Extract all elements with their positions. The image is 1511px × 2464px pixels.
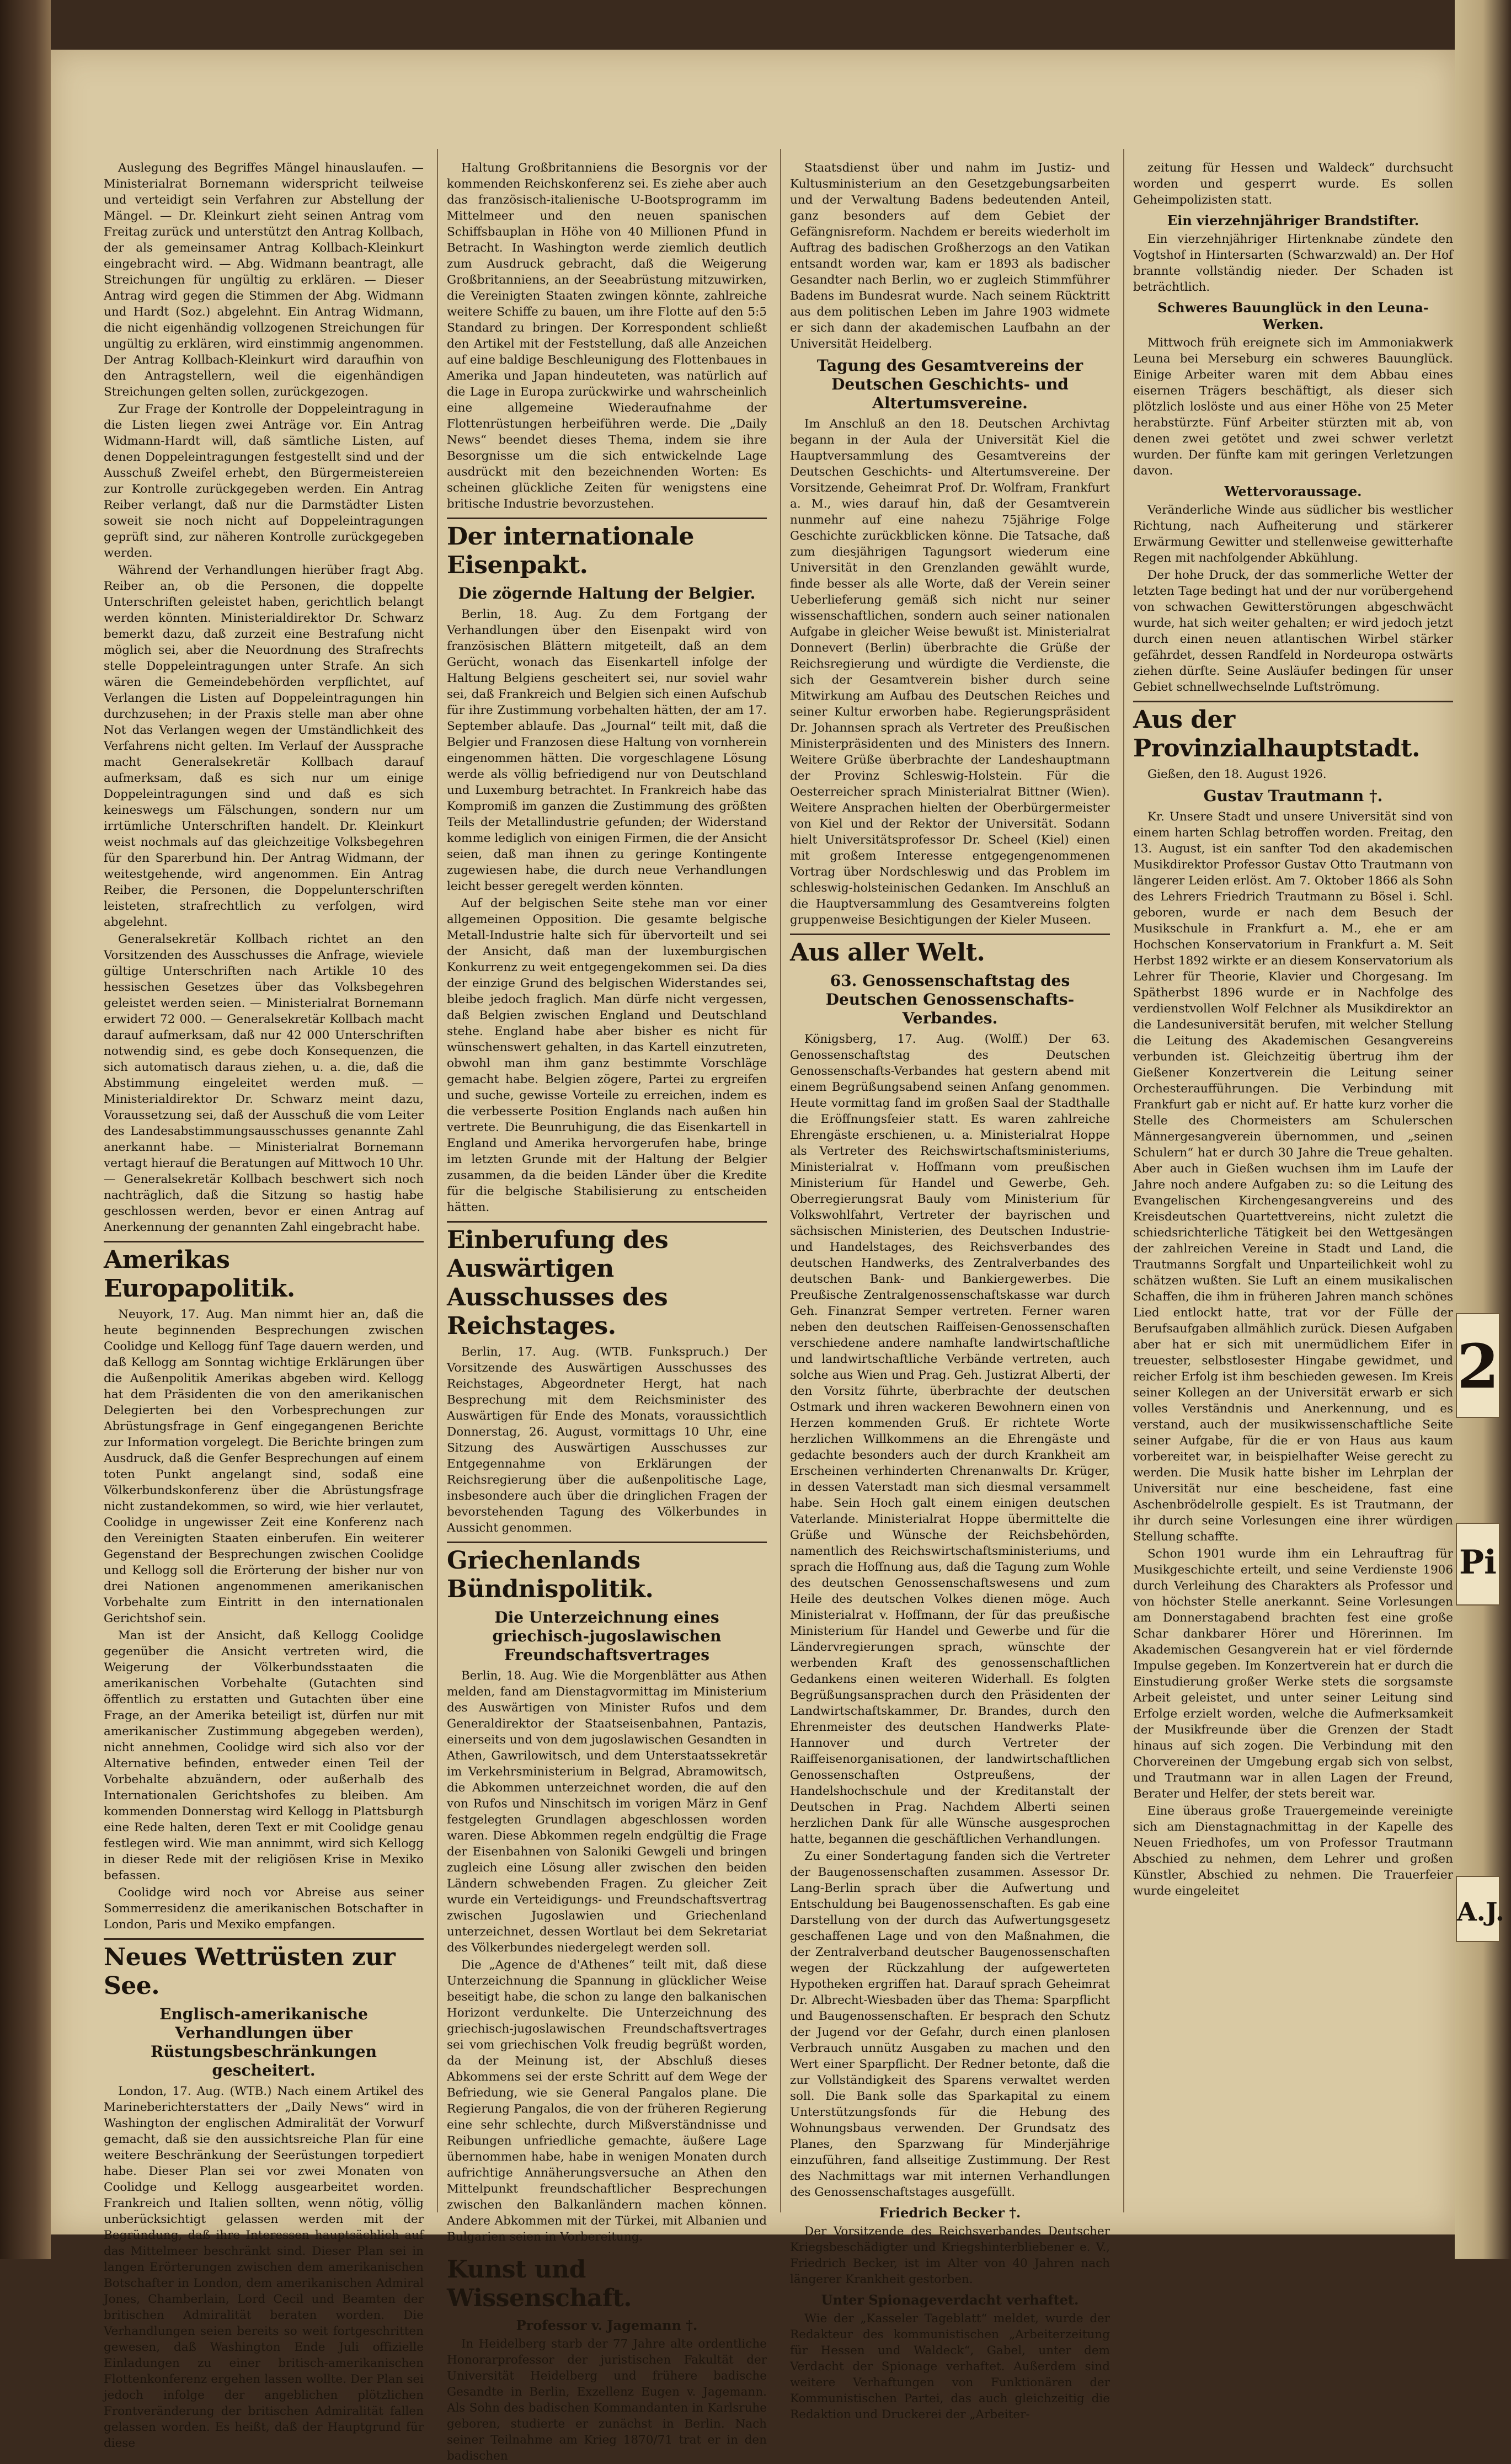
article-paragraph: Der hohe Druck, der das sommerliche Wetter der letzten Tage bedingt hat und der nur vorübergehend von schwachen Gewitterstörungen abgeschwächt wurde, hat sich weiter gehalten; er wird jedoch jetzt durch einen neuen atlantischen Wirbel stärker gefährdet, dessen Randfeld in Nordeuropa ostwärts ziehen dürfte. Seine Ausläufer bedingen für unser Gebiet schnellwechselnde Luftströmung.: [1133, 568, 1453, 694]
article-paragraph: Veränderliche Winde aus südlicher bis westlicher Richtung, nach Aufheiterung und stärkerer Erwärmung Gewitter und stellenweise gewitterhafte Regen mit nachfolgender Abkühlung.: [1133, 503, 1453, 565]
article-paragraph: Berlin, 18. Aug. Zu dem Fortgang der Verhandlungen über den Eisenpakt wird von französischen Blättern mitgeteilt, daß an dem Gerücht, wonach das Eisenkartell infolge der Haltung Belgiens gescheitert sei, nur soviel wahr sei, daß Frankreich und Belgien sich einen Aufschub für ihre Zustimmung vorbehalten hätten, der am 17. September ablaufe. Das „Journal“ teilt mit, daß die Belgier und Franzosen diese Haltung von vornherein eingenommen hätten. Die vorgeschlagene Lösung werde als völlig befriedigend nur von Deutschland und Luxemburg betrachtet. In Frankreich habe das Kompromiß im ganzen die Zustimmung des größten Teils der Metallindustrie gefunden; der Widerstand komme lediglich von einigen Firmen, die der Ansicht seien, daß man ihnen zu geringe Kontingente zugewiesen habe, die durch neue Verhandlungen leicht besser geregelt werden könnten.: [447, 607, 767, 893]
article-paragraph: Der Vorsitzende des Reichsverbandes Deutscher Kriegsbeschädigter und Kriegshinterbliebener e. V., Friedrich Becker, ist im Alter von 40 Jahren nach längerer Krankheit gestorben.: [790, 2225, 1110, 2286]
section-headline: Einberufung des Auswärtigen Ausschusses des Reichstages.: [447, 1221, 767, 1341]
article-paragraph: Zu einer Sondertagung fanden sich die Vertreter der Baugenossenschaften zusammen. Assessor Dr. Lang-Berlin sprach über die Aufwertung und Entschuldung bei Baugenossenschaften. Es gab eine Darstellung von der durch das Aufwertungsgesetz geschaffenen Lage und von den Maßnahmen, die der Zentralverband deutscher Baugenossenschaften wegen der Rückzahlung der aufgewerteten Hypotheken ergriffen hat. Darauf sprach Geheimrat Dr. Albrecht-Wiesbaden über das Thema: Sparpflicht und Baugenossenschaften. Er besprach den Schutz der Jugend vor der Gefahr, durch einen planlosen Verbrauch unnütz Ausgaben zu machen und den Wert einer Sparpflicht. Der Redner betonte, daß die zur Vollständigkeit des Sparens verwaltet werden soll. Die Bank solle das Sparkapital zu einem Unterstützungsfonds für die Hebung des Wohnungsbaus verwenden. Der Grundsatz des Planes, den Sparzwang für Minderjährige einzuführen, fand allseitige Zustimmung. Der Rest des Nachmittags war mit internen Verhandlungen des Genossenschaftstages ausgefüllt.: [790, 1849, 1110, 2199]
fragment-glyph: Pi: [1459, 1543, 1497, 1582]
article-paragraph: Kr. Unsere Stadt und unsere Universität sind von einem harten Schlag betroffen worden. Freitag, den 13. August, ist ein sanfter Tod den akademischen Musikdirektor Professor Gustav Otto Trautmann von längerer Leiden erlöst. Am 7. Oktober 1866 als Sohn des Lehrers Friedrich Trautmann zu Bösel i. Schl. geboren, wurde er nach dem Besuch der Musikschule in Frankfurt a. M., ehe er am Hochschen Konservatorium in Frankfurt a. M. Seit Herbst 1892 wirkte er an diesem Konservatorium als Lehrer für Theorie, Klavier und Chorgesang. Im Spätherbst 1896 wurde er in Nachfolge des verdienstvollen Wolf Felchner als Musikdirektor an die Landesuniversität berufen, mit welcher Stellung die Leitung des Akademischen Gesangvereins verbunden ist. Gleichzeitig übertrug ihm der Gießener Konzertverein die Leitung seiner Orchesteraufführungen. Die Verbindung mit Frankfurt gab er nicht auf. Er hatte kurz vorher die Stelle des Chormeisters am Schulerschen Männergesangverein übernommen, und „seinen Schulern“ hat er durch 30 Jahre die Treue gehalten. Aber auch in Gießen wuchsen ihm im Laufe der Jahre noch andere Aufgaben zu: so die Leitung des Evangelischen Kirchengesangvereins und des Kreisdeutschen Quartettvereins, nicht zuletzt die schiedsrichterliche Tätigkeit bei den Wettgesängen der zahlreichen Vereine in Stadt und Land, die Trautmanns Sorgfalt und Unparteilichkeit wohl zu schätzen wußten. Sie Luft an einem musikalischen Schaffen, die ihm in früheren Jahren manch schönes Lied entlockt hatte, trat vor der Fülle der Berufsaufgaben allmählich zurück. Diesen Aufgaben aber hat er sich mit unermüdlichem Eifer in treuester, selbstlosester Hingabe gewidmet, und reicher Erfolg ist ihm beschieden gewesen. Im Kreis seiner Kollegen an der Universität erwarb er sich volles Verständnis und Anerkennung, und es verstand, auch der musikwissenschaftliche Seite seiner Aufgabe, für die er von Haus aus kaum vorbereitet war, in beispielhafter Weise gerecht zu werden. Die Musik hatte bisher im Lehrplan der Universität nur eine bescheidene, fast eine Aschenbrödelrolle gespielt. Es ist Trautmann, der ihr durch seine Vorlesungen eine ihrer würdigen Stellung schaffte.: [1133, 810, 1453, 1544]
article-paragraph: Auslegung des Begriffes Mängel hinauslaufen. — Ministerialrat Bornemann widerspricht teilweise und verteidigt sein Verfahren zur Abstellung der Mängel. — Dr. Kleinkurt zieht seinen Antrag vom Freitag zurück und unterstützt den Antrag Kollbach, der als gemeinsamer Antrag Kollbach-Kleinkurt eingebracht wird. — Abg. Widmann beantragt, alle Streichungen für ungültig zu erklären. — Dieser Antrag wird gegen die Stimmen der Abg. Widmann und Hardt (Soz.) abgelehnt. Ein Antrag Widmann, die nicht eigenhändig vollzogenen Streichungen für ungültig zu erklären, wird einstimmig angenommen. Der Antrag Kollbach-Kleinkurt wird daraufhin von den Antragstellern, weil die eigenhändigen Streichungen gelten sollen, zurückgezogen.: [104, 161, 424, 399]
item-heading: Wettervoraussage.: [1224, 483, 1362, 499]
article-paragraph: Berlin, 17. Aug. (WTB. Funkspruch.) Der Vorsitzende des Auswärtigen Ausschusses des Reichstages, Abgeordneter Hergt, hat nach Besprechung mit dem Reichsminister des Auswärtigen für Ende des Monats, voraussichtlich Donnerstag, 26. August, vormittags 10 Uhr, eine Sitzung des Auswärtigen Ausschusses zur Entgegennahme von Erklärungen der Reichsregierung über die außenpolitische Lage, insbesondere auch über die dringlichen Fragen der bevorstehenden Tagung des Völkerbundes in Aussicht genommen.: [447, 1345, 767, 1535]
article-paragraph: Neuyork, 17. Aug. Man nimmt hier an, daß die heute beginnenden Besprechungen zwischen Coolidge und Kellogg fünf Tage dauern werden, und daß Kellogg am Sonntag wichtige Erklärungen über die Außenpolitik Amerikas abgeben wird. Kellogg hat dem Präsidenten die von den amerikanischen Delegierten bei den Vorbesprechungen zur Abrüstungsfrage in Genf eingegangenen Berichte zur Information vorgelegt. Die Berichte bringen zum Ausdruck, daß die Genfer Besprechungen auf einem toten Punkt angelangt sind, sodaß eine Völkerbundskonferenz über die Abrüstungsfrage nicht zustandekommen, so wird, wie hier verlautet, Coolidge in ungewisser Zeit eine Konferenz nach den Vereinigten Staaten einberufen. Ein weiterer Gegenstand der Besprechungen zwischen Coolidge und Kellogg soll die Erörterung der bisher nur von drei Nationen angenommenen amerikanischen Vorbehalte zum Eintritt in den internationalen Gerichtshof sein.: [104, 1308, 424, 1625]
section-headline: Der internationale Eisenpakt.: [447, 518, 767, 580]
article-paragraph: Staatsdienst über und nahm im Justiz- und Kultusministerium an den Gesetzgebungsarbeiten und der Verwaltung Badens bedeutenden Anteil, ganz besonders auf dem Gebiet der Gefängnisreform. Nachdem er bereits wiederholt im Auftrag des badischen Großherzogs an den Vatikan entsandt worden war, kam er 1893 als badischer Gesandter nach Berlin, wo er zugleich Stimmführer Badens im Bundesrat wurde. Nach seinem Rücktritt aus dem politischen Leben im Jahre 1903 widmete er sich dann der akademischen Laufbahn an der Universität Heidelberg.: [790, 161, 1110, 351]
article-paragraph: Man ist der Ansicht, daß Kellogg Coolidge gegenüber die Ansicht vertreten wird, die Weigerung der Völkerbundsstaaten die amerikanischen Vorbehalte (Gutachten sind öffentlich zu erstatten und Gutachten über eine Frage, an der Amerika beteiligt ist, dürfen nur mit amerikanischer Zustimmung abgegeben werden), nicht annehmen, Coolidge wird sich also vor der Alternative befinden, entweder einen Teil der Vorbehalte abzuändern, oder außerhalb des Internationalen Gerichtshofes zu bleiben. Am kommenden Donnerstag wird Kellogg in Plattsburgh eine Rede halten, deren Text er mit Coolidge genau festlegen wird. Wie man annimmt, wird sich Kellogg in dieser Rede mit der religiösen Krise in Mexiko befassen.: [104, 1629, 424, 1882]
item-heading: Schweres Bauunglück in den Leuna-Werken.: [1157, 300, 1429, 332]
section-subheadline: Gustav Trautmann †.: [1203, 787, 1383, 805]
section-headline: Neues Wettrüsten zur See.: [104, 1938, 424, 2001]
article-paragraph: Ein vierzehnjähriger Hirtenknabe zündete den Vogtshof in Hintersarten (Schwarzwald) an. Der Hof brannte vollständig nieder. Der Schaden ist beträchtlich.: [1133, 232, 1453, 294]
article-paragraph: Haltung Großbritanniens die Besorgnis vor der kommenden Reichskonferenz sei. Es ziehe aber auch das französisch-italienische U-Bootsprogramm im Mittelmeer und den neuen spanischen Schiffsbauplan in Höhe von 40 Millionen Pfund in Betracht. In Washington werde ziemlich deutlich zum Ausdruck gebracht, daß die Weigerung Großbritanniens, an der Seeabrüstung mitzuwirken, die Vereinigten Staaten zwingen könnte, zahlreiche weitere Schiffe zu bauen, um ihre Flotte auf den 5:5 Standard zu bringen. Der Korrespondent schließt den Artikel mit der Feststellung, daß alle Anzeichen auf eine baldige Beschleunigung des Flottenbaues in Amerika und Japan hindeuteten, was natürlich auf die Lage in Europa zurückwirke und wahrscheinlich eine allgemeine Wiederaufnahme der Flottenrüstungen herbeiführen werde. Die „Daily News“ beendet dieses Thema, indem sie ihre Besorgnisse um die sich entwickelnde Lage ausdrückt mit den bezeichnenden Worten: Es scheinen glückliche Zeiten für wenigstens eine britische Industrie bevorzustehen.: [447, 161, 767, 511]
section-headline: Aus der Provinzialhauptstadt.: [1133, 701, 1453, 763]
section-subheadline: 63. Genossenschaftstag des Deutschen Genossenschafts-Verbandes.: [825, 972, 1075, 1027]
section-headline: Kunst und Wissenschaft.: [447, 2250, 767, 2313]
article-paragraph: Generalsekretär Kollbach richtet an den Vorsitzenden des Ausschusses die Anfrage, wieviele gültige Unterschriften nach Artikle 10 des hessischen Gesetzes über das Volksbegehren geleistet werden seien. — Ministerialrat Bornemann erwidert 72 000. — Generalsekretär Kollbach macht darauf aufmerksam, daß nur 42 000 Unterschriften notwendig sind, es gebe doch Konsequenzen, die sich automatisch daraus ziehen, u. a. die, daß die Abstimmung eingeleitet werden muß. — Ministerialdirektor Dr. Schwarz meint dazu, Voraussetzung sei, daß der Ausschuß die vom Leiter des Landesabstimmungsausschusses genannte Zahl anerkannt habe. — Ministerialrat Bornemann vertagt hierauf die Beratungen auf Mittwoch 10 Uhr. — Generalsekretär Kollbach beschwert sich noch nachträglich, daß die Sitzung so hastig habe geschlossen werden, bevor er einen Antrag auf Anerkennung der genannten Zahl eingebracht habe.: [104, 932, 424, 1234]
article-paragraph: In Heidelberg starb der 77 Jahre alte ordentliche Honorarprofessor der juristischen Fakultät der Universität Heidelberg und frühere badische Gesandte in Berlin, Exzellenz Eugen v. Jagemann. Als Sohn des badischen Kommandanten in Karlsruhe geboren, studierte er zunächst in Berlin. Nach seiner Teilnahme am Krieg 1870/71 trat er in den badischen: [447, 2337, 767, 2463]
item-heading: Friedrich Becker †.: [879, 2205, 1021, 2221]
item-heading: Professor v. Jagemann †.: [516, 2317, 698, 2333]
article-paragraph: Im Anschluß an den 18. Deutschen Archivtag begann in der Aula der Universität Kiel die Hauptversammlung des Gesamtvereins der Deutschen Geschichts- und Altertumsvereine. Der Vorsitzende, Geheimrat Prof. Dr. Wolfram, Frankfurt a. M., wies darauf hin, daß der Gesamtverein nunmehr auf eine nahezu 75jährige Folge Geschichte zurückblicken könne. Die Tatsache, daß zum diesjährigen Tagungsort wiederum eine Universität in den Grenzlanden gewählt wurde, finde besser als alle Worte, daß der Verein seiner Ueberlieferung gemäß sich nicht nur seiner wissenschaftlichen, sondern auch seiner nationalen Aufgabe in gleicher Weise bewußt ist. Ministerialrat Donnevert (Berlin) überbrachte die Grüße der Reichsregierung und würdigte die Verdienste, die sich der Gesamtverein bisher durch seine Mitwirkung am Aufbau des Deutschen Reiches und seiner Kultur erworben habe. Regierungspräsident Dr. Johannsen sprach als Vertreter des Preußischen Ministerpräsidenten und des Ministers des Innern. Weitere Grüße überbrachte der Landeshauptmann der Provinz Schleswig-Holstein. Für die Oesterreicher sprach Ministerialrat Bittner (Wien). Weitere Ansprachen hielten der Oberbürgermeister von Kiel und der Rektor der Universität. Sodann hielt Universitätsprofessor Dr. Scheel (Kiel) einen mit großem Interesse entgegengenommenen Vortrag über Nordschleswig und das Problem im schleswig-holsteinischen Gedanken. Im Anschluß an die Hauptversammlung des Gesamtvereins folgten gruppenweise Besichtigungen der Kieler Museen.: [790, 417, 1110, 927]
adjacent-page-fragment: [1456, 1313, 1500, 1418]
section-headline: Aus aller Welt.: [790, 934, 1110, 967]
article-paragraph: Auf der belgischen Seite stehe man vor einer allgemeinen Opposition. Die gesamte belgische Metall-Industrie halte sich für übervorteilt und sei der Ansicht, daß man der luxemburgischen Konkurrenz zu weit entgegengekommen sei. Da dies der einzige Grund des belgischen Widerstandes sei, bleibe jedoch fraglich. Man dürfe nicht vergessen, daß Belgien zwischen England und Deutschland stehe. England habe aber bisher es nicht für wünschenswert gehalten, in das Kartell einzutreten, obwohl man ihm ganz bestimmte Vorschläge gemacht habe. Belgien zögere, Partei zu ergreifen und suche, gewisse Vorteile zu erreichen, indem es die verbesserte Position Englands nach außen hin vertrete. Die Beunruhigung, die das Eisenkartell in England und Amerika hervorgerufen habe, bringe im letzten Grunde mit der Haltung der Belgier zusammen, da die beiden Länder über die Kredite für die belgische Stabilisierung zu entscheiden hätten.: [447, 897, 767, 1214]
article-paragraph: Gießen, den 18. August 1926.: [1147, 767, 1327, 781]
newspaper-page: [51, 50, 1455, 2463]
article-paragraph: Coolidge wird noch vor Abreise aus seiner Sommerresidenz die amerikanischen Botschafter in London, Paris und Mexiko empfangen.: [104, 1886, 424, 1932]
book-spine: [0, 0, 51, 2259]
section-subheadline: Die zögernde Haltung der Belgier.: [458, 584, 756, 602]
article-paragraph: Mittwoch früh ereignete sich im Ammoniakwerk Leuna bei Merseburg ein schweres Bauunglück. Einige Arbeiter waren mit dem Abbau eines eisernen Trägers beschäftigt, als dieser sich plötzlich loslöste und aus einer Höhe von 25 Meter herabstürzte. Fünf Arbeiter stürzten mit ab, von denen zwei getötet und zwei schwer verletzt wurden. Der fünfte kam mit geringen Verletzungen davon.: [1133, 336, 1453, 478]
fragment-glyph: 2: [1457, 1331, 1499, 1402]
article-paragraph: Eine überaus große Trauergemeinde vereinigte sich am Dienstagnachmittag in der Kapelle des Neuen Friedhofes, um von Professor Trautmann Abschied zu nehmen, dem Lehrer und großen Künstler, Abschied zu nehmen. Die Trauerfeier wurde eingeleitet: [1133, 1804, 1453, 1898]
article-paragraph: London, 17. Aug. (WTB.) Nach einem Artikel des Marineberichterstatters der „Daily News“ wird in Washington der englischen Admiralität der Vorwurf gemacht, daß sie den aussichtsreiche Plan für eine weitere Beschränkung der Seerüstungen torpediert habe. Dieser Plan sei vor zwei Monaten von Coolidge und Kellogg ausgearbeitet worden. Frankreich und Italien sollten, wenn nötig, völlig unberücksichtigt gelassen werden mit der Begründung, daß ihre Interessen hauptsächlich auf das Mittelmeer beschränkt sind. Dieser Plan sei in langen Erörterungen zwischen dem amerikanischen Botschafter in London, dem amerikanischen Admiral Jones, Chamberlain, Lord Cecil und Beamten der britischen Admiralität beraten worden. Die Verhandlungen seien bereits so weit fortgeschritten gewesen, daß Washington Ende Juli offizielle Einladungen zu einer britisch-amerikanischen Flottenkonferenz ergehen lassen wollte. Der Plan sei jedoch infolge der angeblichen plötzlichen Frontveränderung der britischen Admiralität fallen gelassen worden. Es heißt, daß der Hauptgrund für diese: [104, 2084, 424, 2450]
section-headline: Amerikas Europapolitik.: [104, 1241, 424, 1303]
column-rule: [1123, 149, 1124, 2212]
article-paragraph: Die „Agence de d'Athenes“ teilt mit, daß diese Unterzeichnung die Spannung in glücklicher Weise beseitigt habe, die schon zu lange den balkanischen Horizont verdunkelte. Die Unterzeichnung des griechisch-jugoslawischen Freundschaftsvertrages sei vom griechischen Volk freudig begrüßt worden, da der Meinung ist, der Abschluß dieses Abkommens sei der erste Schritt auf dem Wege der Befriedung, wie sie General Pangalos plane. Die Regierung Pangalos, die von der früheren Regierung eine sehr schlechte, durch Mißverständnisse und Reibungen unfriedliche gemachte, äußere Lage übernommen habe, habe in wenigen Monaten durch aufrichtige Annäherungsversuche an Athen den Mittelpunkt freundschaftlicher Besprechungen zwischen den Balkanländern machen können. Andere Abkommen mit der Türkei, mit Albanien und Bulgarien seien in Vorbereitung.: [447, 1958, 767, 2244]
column-rule: [780, 149, 781, 2212]
column-rule: [437, 149, 438, 2212]
column-4: [1133, 160, 1453, 2207]
article-paragraph: zeitung für Hessen und Waldeck“ durchsucht worden und gesperrt wurde. Es sollen Geheimpolizisten statt.: [1133, 161, 1453, 207]
column-2: [447, 160, 767, 2463]
section-subheadline: Tagung des Gesamtvereins der Deutschen Geschichts- und Altertumsvereine.: [816, 356, 1083, 412]
item-heading: Unter Spionageverdacht verhaftet.: [821, 2292, 1079, 2308]
item-heading: Ein vierzehnjähriger Brandstifter.: [1167, 212, 1419, 228]
adjacent-page-fragment: [1456, 1523, 1500, 1606]
fragment-caption: A.J.: [1457, 1897, 1504, 1927]
article-paragraph: Zur Frage der Kontrolle der Doppeleintragung in die Listen liegen zwei Anträge vor. Ein Antrag Widmann-Hardt will, daß sämtliche Listen, auf denen Doppeleintragungen festgestellt sind und der Ausschuß Zweifel erhebt, den Bürgermeistereien zur Kontrolle zurückgegeben werden. Ein Antrag Reiber verlangt, daß nur die Darmstädter Listen soweit sie noch nicht auf Doppeleintragungen geprüft sind, zur näheren Kontrolle zurückgegeben werden.: [104, 402, 424, 560]
article-paragraph: Wie der „Kasseler Tageblatt“ meldet, wurde der Redakteur des kommunistischen „Arbeiterzeitung für Hessen und Waldeck“, Gabel, unter dem Verdacht der Spionage verhaftet. Außerdem sind weitere Verhaftungen von Funktionären der Kommunistischen Partei, das auch gleichzeitig die Redaktion und Druckerei der „Arbeiter-: [790, 2312, 1110, 2422]
article-paragraph: Während der Verhandlungen hierüber fragt Abg. Reiber an, ob die Personen, die doppelte Unterschriften geleistet haben, gerichtlich belangt werden könnten. Ministerialdirektor Dr. Schwarz bemerkt dazu, daß zurzeit eine Bestrafung nicht möglich sei, aber die Neuordnung des Strafrechts stelle Doppeleintragungen unter Strafe. An sich wären die Gemeindebehörden verpflichtet, auf Verlangen die Listen auf Doppeleintragungen hin durchzusehen; in der Praxis stelle man aber ohne Not das Verlangen wegen der Umständlichkeit des Verfahrens nicht gelten. Im Verlauf der Aussprache macht Generalsekretär Kollbach darauf aufmerksam, daß es sich nur um einige Doppeleintragungen sind und daß es sich keineswegs um Fälschungen, sondern nur um irrtümliche Unterschriften handelt. Dr. Kleinkurt weist nochmals auf das gleichzeitige Volksbegehren für den Sparerbund hin. Der Antrag Widmann, der weitestgehende, wird angenommen. Ein Antrag Reiber, die Personen, die Doppelunterschriften leisteten, strafrechtlich zu verfolgen, wird abgelehnt.: [104, 563, 424, 929]
section-subheadline: Englisch-amerikanische Verhandlungen über Rüstungsbeschränkungen gescheitert.: [150, 2005, 377, 2079]
article-paragraph: Berlin, 18. Aug. Wie die Morgenblätter aus Athen melden, fand am Dienstagvormittag im Ministerium des Auswärtigen von Minister Rufos und dem Generaldirektor der Staatseisenbahnen, Pantazis, einerseits und von dem jugoslawischen Gesandten in Athen, Gawrilowitsch, und dem Unterstaatssekretär im Verkehrsministerium in Belgrad, Abramowitsch, die Abkommen unterzeichnet worden, die auf den von Rufos und Ninschitsch im vorigen März in Genf festgelegten Grundlagen abgeschlossen worden waren. Diese Abkommen regeln endgültig die Frage der Eisenbahnen von Saloniki Gewgeli und bringen zugleich eine Lösung aller zwischen den beiden Ländern schwebenden Fragen. Zu gleicher Zeit wurde ein Verteidigungs- und Freundschaftsvertrag zwischen Jugoslawien und Griechenland unterzeichnet, dessen Wortlaut bei dem Sekretariat des Völkerbundes niedergelegt werden soll.: [447, 1669, 767, 1955]
column-1: [104, 160, 424, 2450]
column-3: [790, 160, 1110, 2422]
section-headline: Griechenlands Bündnispolitik.: [447, 1542, 767, 1604]
adjacent-page-fragment: [1456, 1876, 1504, 1942]
article-paragraph: Schon 1901 wurde ihm ein Lehrauftrag für Musikgeschichte erteilt, und seine Verdienste 1906 durch Verleihung des Charakters als Professor und von höchster Stelle anerkannt. Seine Vorlesungen am Donnerstagabend brachten fest eine große Schar dankbarer Hörer und Hörerinnen. Im Akademischen Gesangverein hat er viel fördernde Impulse gegeben. Im Konzertverein hat er durch die Einstudierung großer Werke stets die sorgsamste Arbeit geleistet, und unter seiner Leitung sind Erfolge erzielt worden, welche die Aufmerksamkeit der Musikfreunde über die Grenzen der Stadt hinaus auf sich zogen. Die Verbindung mit den Chorvereinen der Umgebung ergab sich von selbst, und Trautmann war in allen Lagen der Freund, Berater und Helfer, der stets bereit war.: [1133, 1547, 1453, 1801]
section-subheadline: Die Unterzeichnung eines griechisch-jugoslawischen Freundschaftsvertrages: [492, 1608, 722, 1664]
article-paragraph: Königsberg, 17. Aug. (Wolff.) Der 63. Genossenschaftstag des Deutschen Genossenschafts-Verbandes hat gestern abend mit einem Begrüßungsabend seinen Anfang genommen. Heute vormittag fand im großen Saal der Stadthalle die Eröffnungsfeier statt. Es waren zahlreiche Ehrengäste erschienen, u. a. Ministerialrat Hoppe als Vertreter des Reichswirtschaftsministeriums, Ministerialrat v. Hoffmann vom preußischen Ministerium für Handel und Gewerbe, Geh. Oberregierungsrat Bauly vom Ministerium für Volkswohlfahrt, Vertreter der bayrischen und sächsischen Ministerien, des Deutschen Industrie- und Handelstages, des Reichsverbandes des deutschen Handwerks, des Zentralverbandes des deutschen Bank- und Bankiergewerbes. Die Preußische Zentralgenossenschaftskasse war durch Geh. Finanzrat Semper vertreten. Ferner waren neben den deutschen Raiffeisen-Genossenschaften verschiedene andere namhafte landwirtschaftliche und landwirtschaftliche Verbände vertreten, auch solche aus Wien und Prag. Geh. Justizrat Alberti, der den Vorsitz führte, überbrachte der deutschen Ostmark und ihren wackeren Bewohnern einen von Herzen kommenden Gruß. Er richtete Worte herzlichen Willkommens an die Ehrengäste und gedachte besonders auch der durch Krankheit am Erscheinen verhinderten Chrenanwalts Dr. Krüger, in dessen Vaterstadt man sich diesmal versammelt habe. Sein Hoch galt einem einigen deutschen Vaterlande. Ministerialrat Hoppe übermittelte die Grüße und Wünsche der Reichsbehörden, namentlich des Reichswirtschaftsministeriums, und sprach die Hoffnung aus, daß die Tagung zum Wohle des deutschen Genossenschaftswesens und zum Heile des deutschen Volkes dienen möge. Auch Ministerialrat v. Hoffmann, der für das preußische Ministerium für Handel und Gewerbe und für die Ländervregierungen sprach, wünschte der werbenden Kraft des genossenschaftlichen Gedankens einen weiteren Widerhall. Es folgten Begrüßungsansprachen durch den Präsidenten der Landwirtschaftskammer, Dr. Brandes, durch den Ehrenmeister des deutschen Handwerks Plate-Hannover und durch Vertreter der Raiffeisenorganisationen, der landwirtschaftlichen Genossenschaften Ostpreußens, der Handelshochschule und der Kreditanstalt der Deutschen in Prag. Nachdem Alberti seinen herzlichen Dank für alle Wünsche ausgesprochen hatte, begannen die geschäftlichen Verhandlungen.: [790, 1032, 1110, 1846]
